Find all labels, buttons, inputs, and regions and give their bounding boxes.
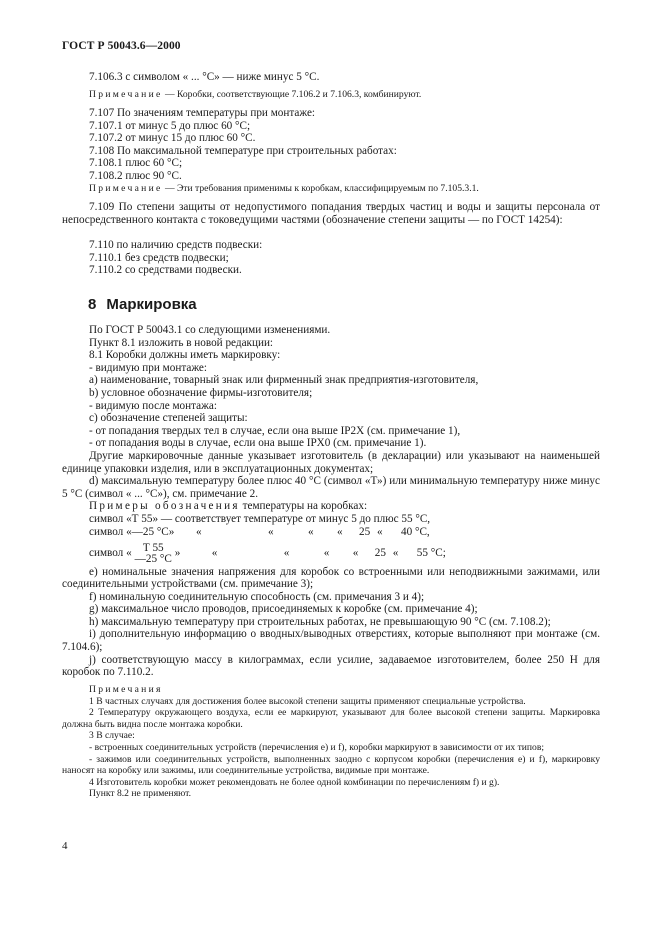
document-header: ГОСТ Р 50043.6—2000: [62, 40, 181, 52]
text-line: - видимую после монтажа:: [89, 399, 217, 412]
clause-7-106-3: [62, 71, 600, 84]
paragraph: 7.109 По степени защиты от недопустимого попадания твердых частиц и воды и защиты персонала от непосредственного контакта с токоведущими частями (обозначение степени защиты — по ГОСТ 14254):: [62, 201, 600, 226]
text-line: 7.107.2 от минус 15 до плюс 60 °С.: [89, 132, 256, 145]
note-item: 1 В частных случаях для достижения более высокой степени защиты применяют специальные устройства.: [89, 695, 526, 707]
text-line: 7.110.2 со средствами подвески.: [89, 264, 242, 277]
example-row-3: символ « Т 55 —25 °С » « « « « 25 « 55 °С;: [89, 541, 446, 565]
examples-label-rest: температуры на коробках:: [239, 500, 368, 513]
text-line: h) максимальную температуру при строительных работах, не превышающую 90 °С (см. 7.108.2);: [89, 615, 551, 628]
text-line: c) обозначение степеней защиты:: [89, 412, 248, 425]
text-line: 7.108.1 плюс 60 °С;: [89, 157, 183, 170]
text-line: a) наименование, товарный знак или фирменный знак предприятия-изготовителя,: [89, 374, 479, 387]
note-text: — Коробки, соответствующие 7.106.2 и 7.106.3, комбинируют.: [162, 89, 422, 100]
text-line: 7.110.1 без средств подвески;: [89, 251, 229, 264]
text-line: - от попадания воды в случае, если она выше IPX0 (см. примечание 1).: [89, 437, 427, 450]
clauses-7-107-7-108: [62, 107, 600, 183]
text-line: - от попадания твердых тел в случае, если она выше IP2X (см. примечание 1),: [89, 424, 461, 437]
paragraph: d) максимальную температуру более плюс 40 °С (символ «Т») или минимальную температуру ниже минус 5 °С (символ « ... °С»), см. примечание 2.: [62, 475, 600, 500]
note-text: — Эти требования применимы к коробкам, классифицируемым по 7.105.3.1.: [162, 183, 479, 194]
text-line: Пункт 8.1 изложить в новой редакции:: [89, 336, 274, 349]
note-item: - зажимов или соединительных устройств, выполненных заодно с корпусом коробки (перечисления e) и f), маркировку наносят на коробку или зажимы, или соединительные устройства, видимые при монтаже.: [62, 753, 600, 777]
note-item: 4 Изготовитель коробки может рекомендовать не более одной комбинации по перечислениям f) и g).: [89, 776, 500, 788]
note-item: - встроенных соединительных устройств (перечисления e) и f), коробки маркируют в зависимости от их типов;: [89, 741, 545, 753]
text-line: f) номинальную соединительную способность (см. примечания 3 и 4);: [89, 590, 425, 603]
section-number: 8: [88, 296, 97, 313]
clause-7-110: [62, 239, 600, 277]
paragraph: e) номинальные значения напряжения для коробок со встроенными или неподвижными зажимами, или соединительными устройствами (см. примечание 3);: [62, 565, 600, 591]
page-number: 4: [62, 840, 68, 852]
text-line: 7.107 По значениям температуры при монтаже:: [89, 107, 316, 119]
note-1: [62, 89, 600, 101]
section-title: Маркировка: [106, 296, 197, 313]
example-row-2: символ «—25 °С» « « « « 25 « 40 °С,: [89, 526, 430, 539]
notes-block: [62, 684, 600, 800]
text-line: По ГОСТ Р 50043.1 со следующими изменениями.: [89, 324, 331, 336]
text-line: 8.1 Коробки должны иметь маркировку:: [89, 349, 281, 362]
text-line: b) условное обозначение фирмы-изготовителя;: [89, 386, 313, 399]
notes-label: Примечания: [89, 684, 163, 695]
text-line: 7.110 по наличию средств подвески:: [89, 239, 263, 251]
text-line: - видимую при монтаже:: [89, 361, 207, 374]
clause-7-109: [62, 201, 600, 226]
text-line: 7.107.1 от минус 5 до плюс 60 °С;: [89, 119, 251, 132]
paragraph: j) соответствующую массу в килограммах, если усилие, задаваемое изготовителем, более 250 Н для коробок по 7.110.2.: [62, 653, 600, 679]
text-line: 7.108 По максимальной температуре при строительных работах:: [89, 144, 397, 157]
text-line: g) максимальное число проводов, присоединяемых к коробке (см. примечание 4);: [89, 603, 478, 616]
section-heading: [88, 296, 197, 313]
note-item: 2 Температуру окружающего воздуха, если ее маркируют, указывают для более высокой степени защиты. Маркировка должна быть видна после монтажа коробки.: [62, 707, 600, 730]
note-label: Примечание: [89, 89, 163, 100]
note-item: 3 В случае:: [89, 730, 135, 742]
text-line: 7.106.3 с символом « ... °С» — ниже минус 5 °С.: [89, 71, 320, 83]
note-label: Примечание: [89, 183, 163, 194]
paragraph: Другие маркировочные данные указывает изготовитель (в декларации) или указывают на наименьшей единице упаковки изделия, или в эксплуатационных документах;: [62, 449, 600, 475]
paragraph: i) дополнительную информацию о вводных/выводных отверстиях, которые выполняют при монтаже (см. 7.104.6);: [62, 628, 600, 654]
example-row-1: символ «Т 55» — соответствует температуре от минус 5 до плюс 55 °С,: [89, 512, 431, 525]
note-item: Пункт 8.2 не применяют.: [89, 788, 192, 800]
text-line: 7.108.2 плюс 90 °С.: [89, 169, 182, 182]
fraction: Т 55 —25 °С: [134, 541, 172, 565]
note-2: [62, 183, 600, 195]
section-8-body: [62, 324, 600, 679]
examples-label: Примеры обозначения: [89, 500, 240, 513]
